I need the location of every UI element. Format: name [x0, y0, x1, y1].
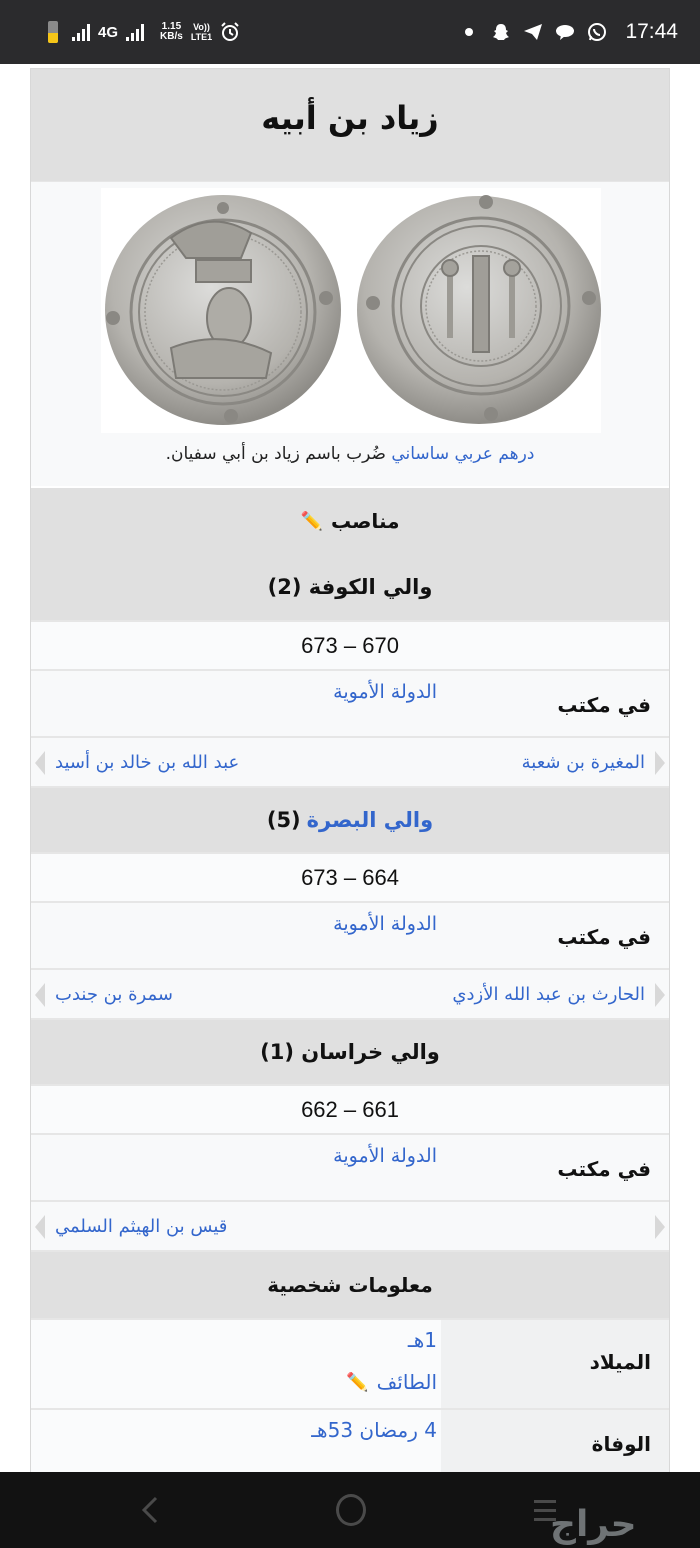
edit-pencil-icon[interactable]: ✏️: [300, 510, 323, 532]
telegram-icon: [523, 22, 543, 42]
battery-icon: [48, 21, 58, 43]
status-left: [48, 16, 240, 48]
whatsapp-icon: [587, 22, 607, 42]
signal-icon-2: [126, 23, 144, 41]
position-title: والي الكوفة (2): [267, 575, 433, 599]
successor-arrow-icon[interactable]: [35, 983, 45, 1007]
infobox-title: زياد بن أبيه: [31, 69, 669, 181]
coin-image[interactable]: [101, 188, 601, 433]
position-office-row: [31, 901, 669, 968]
network-speed: [160, 22, 183, 42]
predecessor-arrow-icon[interactable]: [655, 983, 665, 1007]
speed-value: 1.15: [161, 21, 182, 32]
speed-unit: KB/s: [160, 31, 183, 42]
successor-link[interactable]: سمرة بن جندب: [55, 983, 173, 1005]
position-office-row: [31, 669, 669, 736]
birth-label: [441, 1320, 669, 1408]
office-value-link[interactable]: الدولة الأموية: [333, 681, 437, 703]
position-office-row: [31, 1133, 669, 1200]
infobox-image-area: [31, 181, 669, 486]
volte-bottom: LTE1: [190, 32, 213, 42]
position-header-kufa: [31, 554, 669, 620]
death-row: [31, 1408, 669, 1472]
predecessor-link[interactable]: المغيرة بن شعبة: [521, 751, 645, 773]
birth-row: [31, 1318, 669, 1408]
status-bar: [0, 0, 700, 64]
birth-place-link[interactable]: الطائف: [376, 1370, 437, 1394]
home-button[interactable]: [336, 1494, 366, 1526]
messages-icon: [555, 22, 575, 42]
personal-info-header-label: معلومات شخصية: [267, 1273, 433, 1297]
birth-place-row: [346, 1370, 437, 1394]
position-dates: 673 – 664: [31, 852, 669, 901]
succession-row: [31, 736, 669, 786]
position-title-link[interactable]: والي البصرة: [306, 808, 434, 832]
death-date-link[interactable]: 4 رمضان 53هـ: [311, 1418, 437, 1442]
successor-arrow-icon[interactable]: [35, 751, 45, 775]
successor-link[interactable]: عبد الله بن خالد بن أسيد: [55, 751, 240, 773]
succession-row: [31, 1200, 669, 1250]
snapchat-icon: [491, 22, 511, 42]
navigation-bar: [0, 1472, 700, 1548]
death-label-text: الوفاة: [591, 1432, 651, 1456]
back-button[interactable]: [138, 1494, 162, 1526]
office-value-link[interactable]: الدولة الأموية: [333, 913, 437, 935]
position-title: (5): [266, 808, 301, 832]
image-caption: [31, 444, 669, 464]
signal-icon: [72, 23, 90, 41]
position-title: والي خراسان (1): [260, 1040, 440, 1064]
office-label: في مكتب: [557, 1157, 651, 1181]
dot-icon: [459, 22, 479, 42]
caption-text: ضُرب باسم زياد بن أبي سفيان.: [165, 444, 392, 464]
network-type: 4G: [98, 23, 119, 41]
personal-info-header: [31, 1250, 669, 1318]
haraj-watermark-logo: حراج: [550, 1504, 637, 1545]
birth-label-text: الميلاد: [589, 1350, 651, 1374]
position-header-basra: [31, 786, 669, 852]
predecessor-arrow-icon[interactable]: [655, 751, 665, 775]
predecessor-link[interactable]: الحارث بن عبد الله الأزدي: [452, 983, 645, 1005]
alarm-icon: [220, 22, 240, 42]
birth-values: [31, 1320, 441, 1408]
infobox: [30, 68, 670, 1472]
office-label: في مكتب: [557, 693, 651, 717]
edit-pencil-icon[interactable]: ✏️: [346, 1371, 369, 1393]
volte-top: Vo)): [193, 22, 210, 32]
office-label: في مكتب: [557, 925, 651, 949]
position-dates: 673 – 670: [31, 620, 669, 669]
volte-icon: [191, 22, 212, 42]
offices-header: [31, 486, 669, 554]
succession-row: [31, 968, 669, 1018]
office-value-link[interactable]: الدولة الأموية: [333, 1145, 437, 1167]
position-header-khorasan: [31, 1018, 669, 1084]
birth-date-link[interactable]: 1هـ: [407, 1328, 437, 1352]
successor-arrow-icon[interactable]: [35, 1215, 45, 1239]
offices-header-label: مناصب: [330, 509, 400, 533]
death-values: [31, 1410, 441, 1472]
caption-link[interactable]: درهم عربي ساساني: [391, 444, 535, 464]
status-right: [459, 16, 678, 48]
predecessor-arrow-icon[interactable]: [655, 1215, 665, 1239]
position-dates: 662 – 661: [31, 1084, 669, 1133]
page-content[interactable]: [0, 64, 700, 1472]
clock: 17:44: [625, 20, 678, 43]
death-label: [441, 1410, 669, 1472]
successor-link[interactable]: قيس بن الهيثم السلمي: [55, 1215, 228, 1237]
